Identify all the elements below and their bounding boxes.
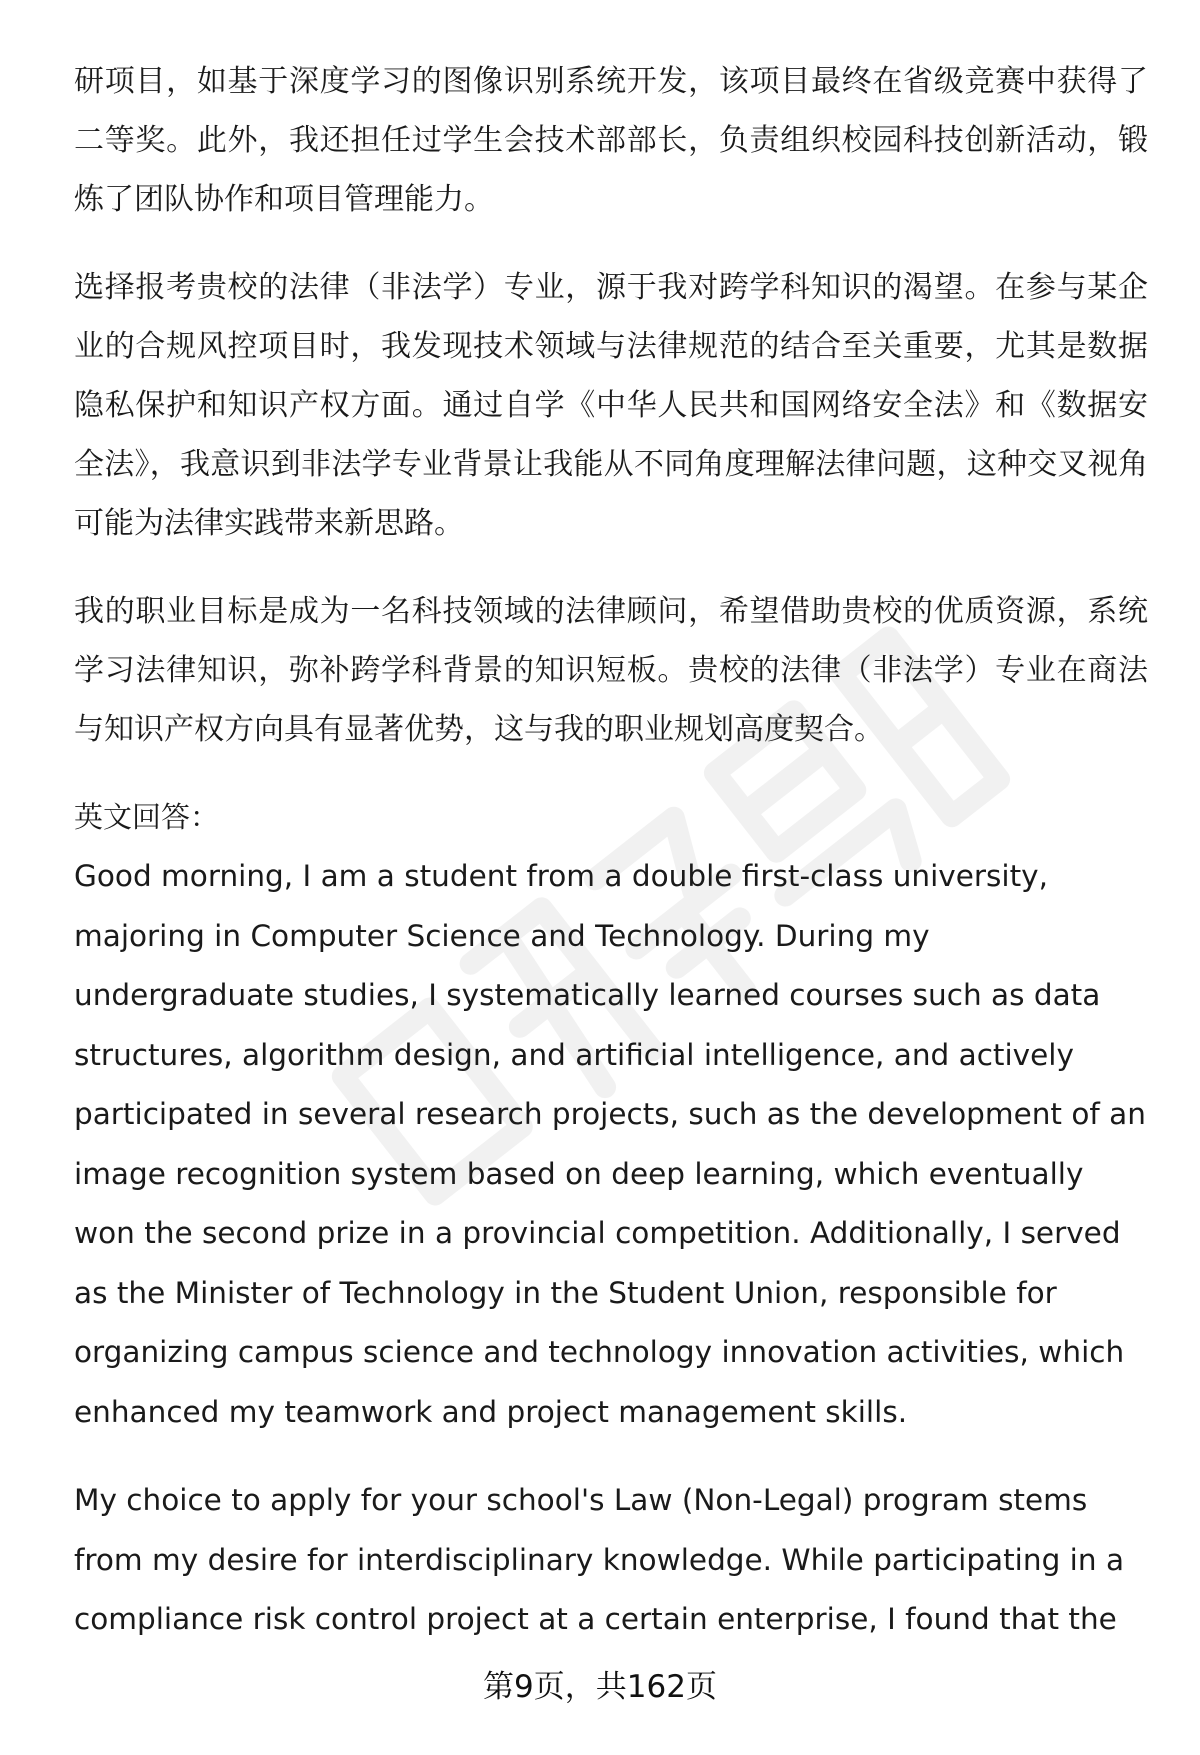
paragraph-cn-3: 我的职业目标是成为一名科技领域的法律顾问，希望借助贵校的优质资源，系统学习法律知识，弥补跨学科背景的知识短板。贵校的法律（非法学）专业在商法与知识产权方向具有显著优势，这与我的职业规划高度契合。 <box>74 594 1148 747</box>
paragraph-cn-1: 研项目，如基于深度学习的图像识别系统开发，该项目最终在省级竞赛中获得了二等奖。此外，我还担任过学生会技术部部长，负责组织校园科技创新活动，锻炼了团队协作和项目管理能力。 <box>74 64 1148 217</box>
paragraph-en-2: My choice to apply for your school's Law (Non-Legal) program stems from my desire for interdisciplinary knowledge. While participating in a compliance risk control project at a certain enterprise, I found that the <box>74 1483 1125 1636</box>
paragraph-cn-2: 选择报考贵校的法律（非法学）专业，源于我对跨学科知识的渴望。在参与某企业的合规风控项目时，我发现技术领域与法律规范的结合至关重要，尤其是数据隐私保护和知识产权方面。通过自学《中华人民共和国网络安全法》和《数据安全法》，我意识到非法学专业背景让我能从不同角度理解法律问题，这种交叉视角可能为法律实践带来新思路。 <box>74 270 1148 541</box>
paragraph-en-1: Good morning, I am a student from a double first-class university, majoring in Computer Science and Technology. During my undergraduate studies, I systematically learned courses such as data structures, algorithm design, and artificial intelligence, and actively participated in several research projects, such as the development of an image recognition system based on deep learning, which eventually won the second prize in a provincial competition. Additionally, I served as the Minister of Technology in the Student Union, responsible for organizing campus science and technology innovation activities, which enhanced my teamwork and project management skills. <box>74 859 1146 1429</box>
page-number-footer: 第9页，共162页 <box>483 1669 717 1705</box>
english-answer-label: 英文回答： <box>74 800 220 834</box>
document-body <box>74 52 1148 1679</box>
